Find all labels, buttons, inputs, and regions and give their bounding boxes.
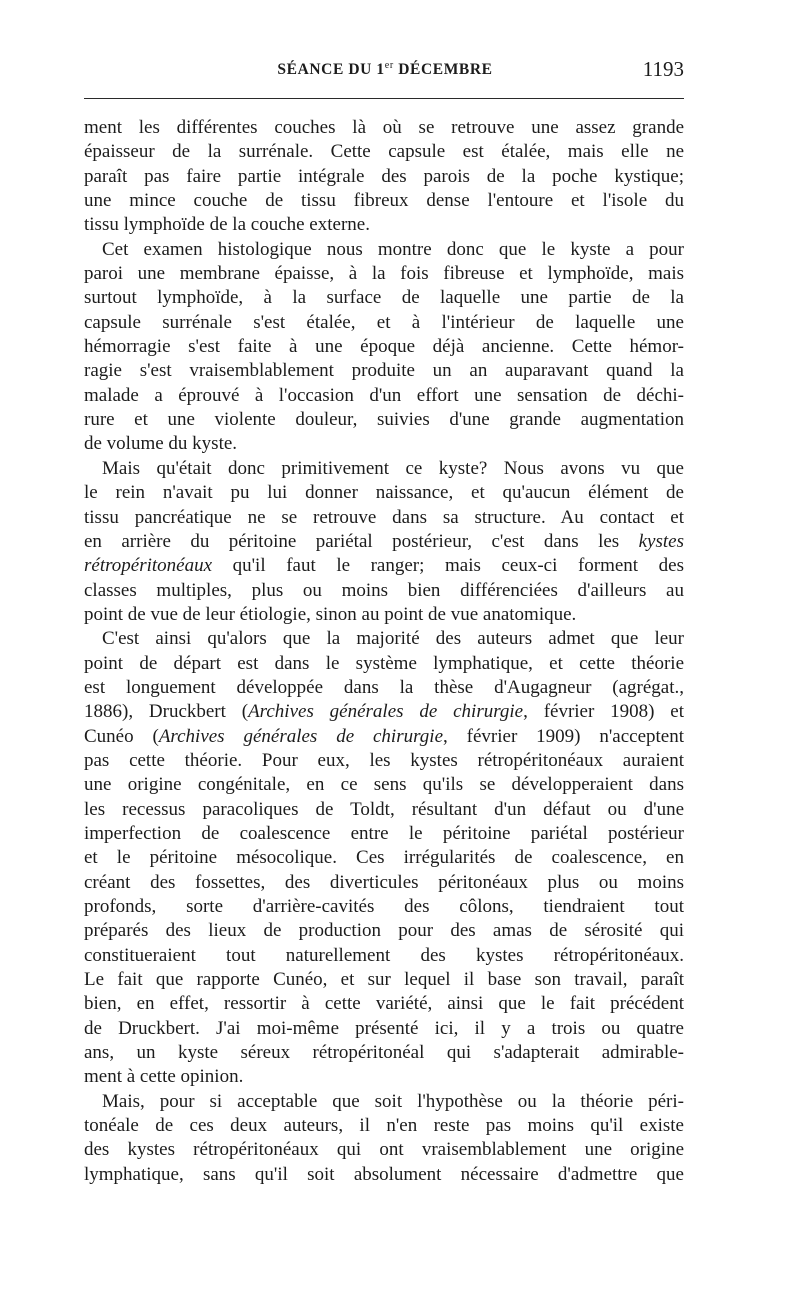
text-line: les recessus paracoliques de Toldt, résultant d'un défaut ou d'une (84, 798, 684, 820)
italic-term: rétropéritonéaux (84, 555, 213, 577)
text-line: bien, en effet, ressortir à cette variété, ainsi que le fait précédent (84, 993, 684, 1015)
text-run: qu'il faut le ranger; mais ceux-ci forment des (212, 555, 684, 577)
text-line: malade a éprouvé à l'occasion d'un effort une sensation de déchi- (84, 384, 684, 406)
text-line: le rein n'avait pu lui donner naissance, et qu'aucun élément de (84, 482, 684, 504)
text-line: profonds, sorte d'arrière-cavités des côlons, tiendraient tout (84, 896, 684, 917)
italic-term: kystes (638, 530, 684, 552)
text-line: de Druckbert. J'ai moi-même présenté ici, il y a trois ou quatre (84, 1017, 684, 1039)
text-line: surtout lymphoïde, à la surface de laquelle une partie de la (84, 287, 684, 309)
text-line: paraît pas faire partie intégrale des parois de la poche kystique; (84, 165, 684, 187)
running-title-text-end: DÉCEMBRE (393, 61, 493, 78)
text-line: point de vue de leur étiologie, sinon au point de vue anatomique. (84, 603, 577, 625)
text-line (84, 700, 684, 724)
text-line: C'est ainsi qu'alors que la majorité des auteurs admet que leur (102, 628, 684, 650)
text-line: ans, un kyste séreux rétropéritonéal qui s'adapterait admirable- (84, 1042, 684, 1064)
running-title (84, 60, 686, 79)
text-line: une origine congénitale, en ce sens qu'ils se développeraient dans (84, 774, 684, 796)
text-line: Cet examen histologique nous montre donc que le kyste a pour (102, 238, 684, 260)
paragraph-1 (84, 116, 684, 238)
paragraph-3 (84, 457, 684, 627)
text-line: ment à cette opinion. (84, 1066, 244, 1088)
text-line: hémorragie s'est faite à une époque déjà ancienne. Cette hémor- (84, 336, 684, 358)
text-run: , février 1908) et (523, 701, 685, 723)
text-line: capsule surrénale s'est étalée, et à l'intérieur de laquelle une (84, 311, 684, 333)
text-line: Mais, pour si acceptable que soit l'hypothèse ou la théorie péri- (102, 1090, 684, 1112)
text-line: des kystes rétropéritonéaux qui ont vraisemblablement une origine (84, 1139, 684, 1161)
paragraph-2 (84, 238, 684, 457)
text-line (84, 530, 684, 554)
text-line: est longuement développée dans la thèse d'Augagneur (agrégat., (84, 676, 684, 698)
text-line: de volume du kyste. (84, 433, 238, 455)
text-line: lymphatique, sans qu'il soit absolument nécessaire d'admettre que (84, 1163, 684, 1185)
text-line (84, 554, 684, 578)
text-run: Cunéo ( (84, 725, 159, 747)
page-header (84, 57, 686, 84)
text-run: , février 1909) n'acceptent (443, 725, 684, 747)
text-run: en arrière du péritoine pariétal postérieur, c'est dans les (84, 530, 639, 552)
text-line: une mince couche de tissu fibreux dense l'entoure et l'isole du (84, 190, 684, 212)
paragraph-5 (84, 1090, 684, 1187)
text-line: créant des fossettes, des diverticules péritonéaux plus ou moins (84, 871, 684, 893)
page-number: 1193 (642, 57, 684, 81)
text-line: préparés des lieux de production pour des amas de sérosité qui (84, 920, 684, 942)
text-line: constitueraient tout naturellement des kystes rétropéritonéaux. (84, 944, 684, 966)
text-line (84, 725, 684, 749)
italic-citation: Archives générales de chirurgie (248, 701, 524, 723)
text-line: Le fait que rapporte Cunéo, et sur lequel il base son travail, paraît (84, 969, 684, 991)
text-line: tissu pancréatique ne se retrouve dans sa structure. Au contact et (84, 506, 684, 528)
text-line: ragie s'est vraisemblablement produite un an auparavant quand la (84, 360, 684, 382)
paragraph-4 (84, 627, 684, 1090)
text-line: paroi une membrane épaisse, à la fois fibreuse et lymphoïde, mais (84, 263, 684, 285)
text-line: tissu lymphoïde de la couche externe. (84, 214, 370, 236)
body-text (84, 116, 684, 1187)
header-rule (84, 98, 684, 99)
text-line: ment les différentes couches là où se retrouve une assez grande (84, 117, 684, 138)
text-line: et le péritoine mésocolique. Ces irrégularités de coalescence, en (84, 847, 684, 869)
text-line: épaisseur de la surrénale. Cette capsule est étalée, mais elle ne (84, 141, 684, 163)
text-line: Mais qu'était donc primitivement ce kyste? Nous avons vu que (102, 457, 684, 479)
running-title-text: SÉANCE DU 1 (277, 61, 385, 78)
text-line: rure et une violente douleur, suivies d'une grande augmentation (84, 409, 684, 431)
text-line: imperfection de coalescence entre le péritoine pariétal postérieur (84, 822, 684, 844)
text-line: pas cette théorie. Pour eux, les kystes rétropéritonéaux auraient (84, 749, 684, 771)
text-line: tonéale de ces deux auteurs, il n'en reste pas moins qu'il existe (84, 1115, 684, 1137)
running-title-superscript: er (384, 60, 394, 71)
text-line: classes multiples, plus ou moins bien différenciées d'ailleurs au (84, 579, 684, 601)
text-line: point de départ est dans le système lymphatique, et cette théorie (84, 652, 684, 674)
italic-citation: Archives générales de chirurgie (158, 725, 444, 747)
text-run: 1886), Druckbert ( (84, 701, 249, 723)
